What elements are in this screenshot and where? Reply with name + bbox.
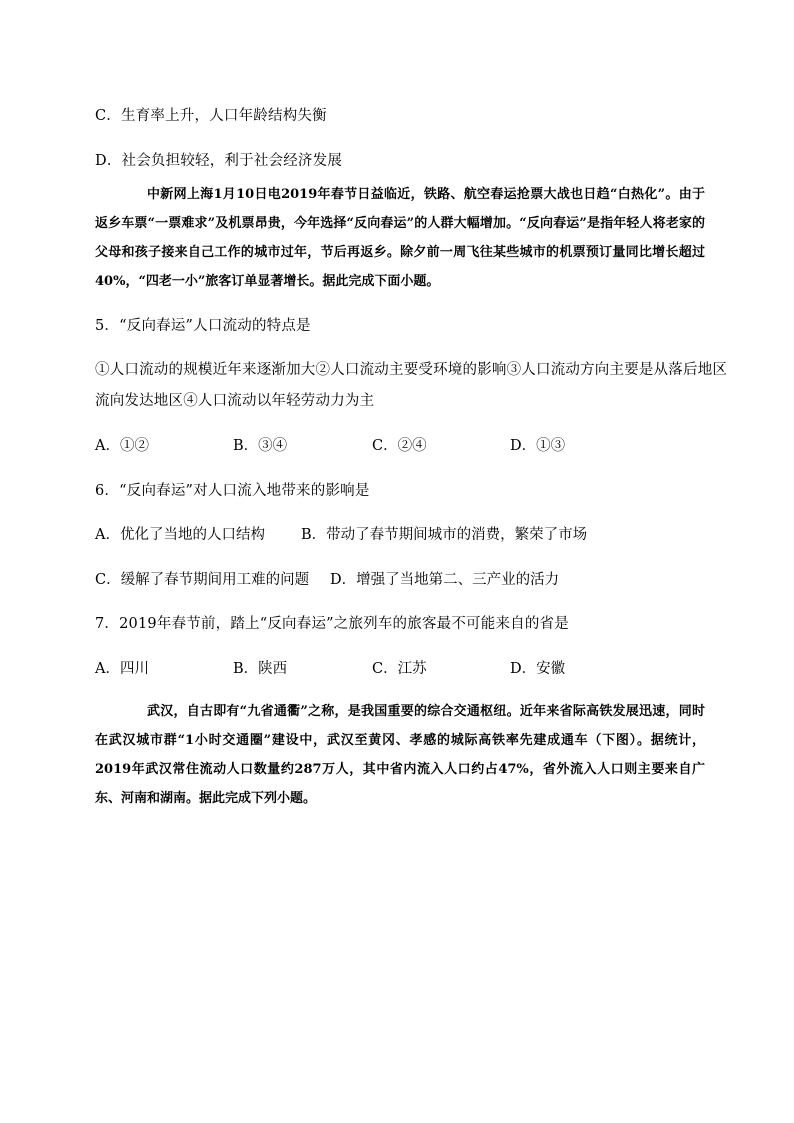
q7-option-b: B．陕西 [233,661,288,677]
passage-reverse-spring-migration [95,180,705,296]
q5-option-b: B．③④ [233,438,288,454]
q5-statements-line2: 流向发达地区④人口流动以年轻劳动力为主 [95,393,375,409]
passage1-text: 中新网上海1月10日电2019年春节日益临近，铁路、航空春运抢票大战也日趋“白热化”。由于返乡车票“一票难求”及机票昂贵，今年选择“反向春运”的人群大幅增加。“反向春运”是指年轻人将老家的父母和孩子接来自己工作的城市过年，节后再返乡。除夕前一周飞往某些城市的机票预订量同比增长超过40%，“四老一小”旅客订单显著增长。据此完成下面小题。 [95,187,705,289]
q6-option-c: C．缓解了春节期间用工难的问题 [95,572,310,588]
q7-option-c: C．江苏 [372,661,427,677]
q5-option-c: C．②④ [372,438,427,454]
q7-option-a: A．四川 [95,661,149,677]
q6-option-d: D．增强了当地第二、三产业的活力 [330,572,560,588]
passage-wuhan-transport [95,697,705,813]
q5-option-a: A．①② [95,438,149,454]
q6-option-b: B．带动了春节期间城市的消费，繁荣了市场 [301,527,588,543]
q4-option-d: D．社会负担较轻，利于社会经济发展 [95,153,343,169]
q4-option-c: C．生育率上升，人口年龄结构失衡 [95,108,327,124]
q6-option-a: A．优化了当地的人口结构 [95,527,265,543]
q5-stem: 5．“反向春运”人口流动的特点是 [95,318,311,334]
q6-stem: 6．“反向春运”对人口流入地带来的影响是 [95,483,370,499]
q5-statements-line1: ①人口流动的规模近年来逐渐加大②人口流动主要受环境的影响③人口流动方向主要是从落后地区 [95,362,728,378]
passage2-text: 武汉，自古即有“九省通衢”之称，是我国重要的综合交通枢纽。近年来省际高铁发展迅速，同时在武汉城市群“1小时交通圈”建设中，武汉至黄冈、孝感的城际高铁率先建成通车（下图）。据统计，2019年武汉常住流动人口数量约287万人，其中省内流入人口约占47%，省外流入人口则主要来自广东、河南和湖南。据此完成下列小题。 [95,704,705,806]
q5-option-d: D．①③ [510,438,566,454]
q7-option-d: D．安徽 [510,661,566,677]
q7-stem: 7．2019年春节前，踏上“反向春运”之旅列车的旅客最不可能来自的省是 [95,616,569,632]
